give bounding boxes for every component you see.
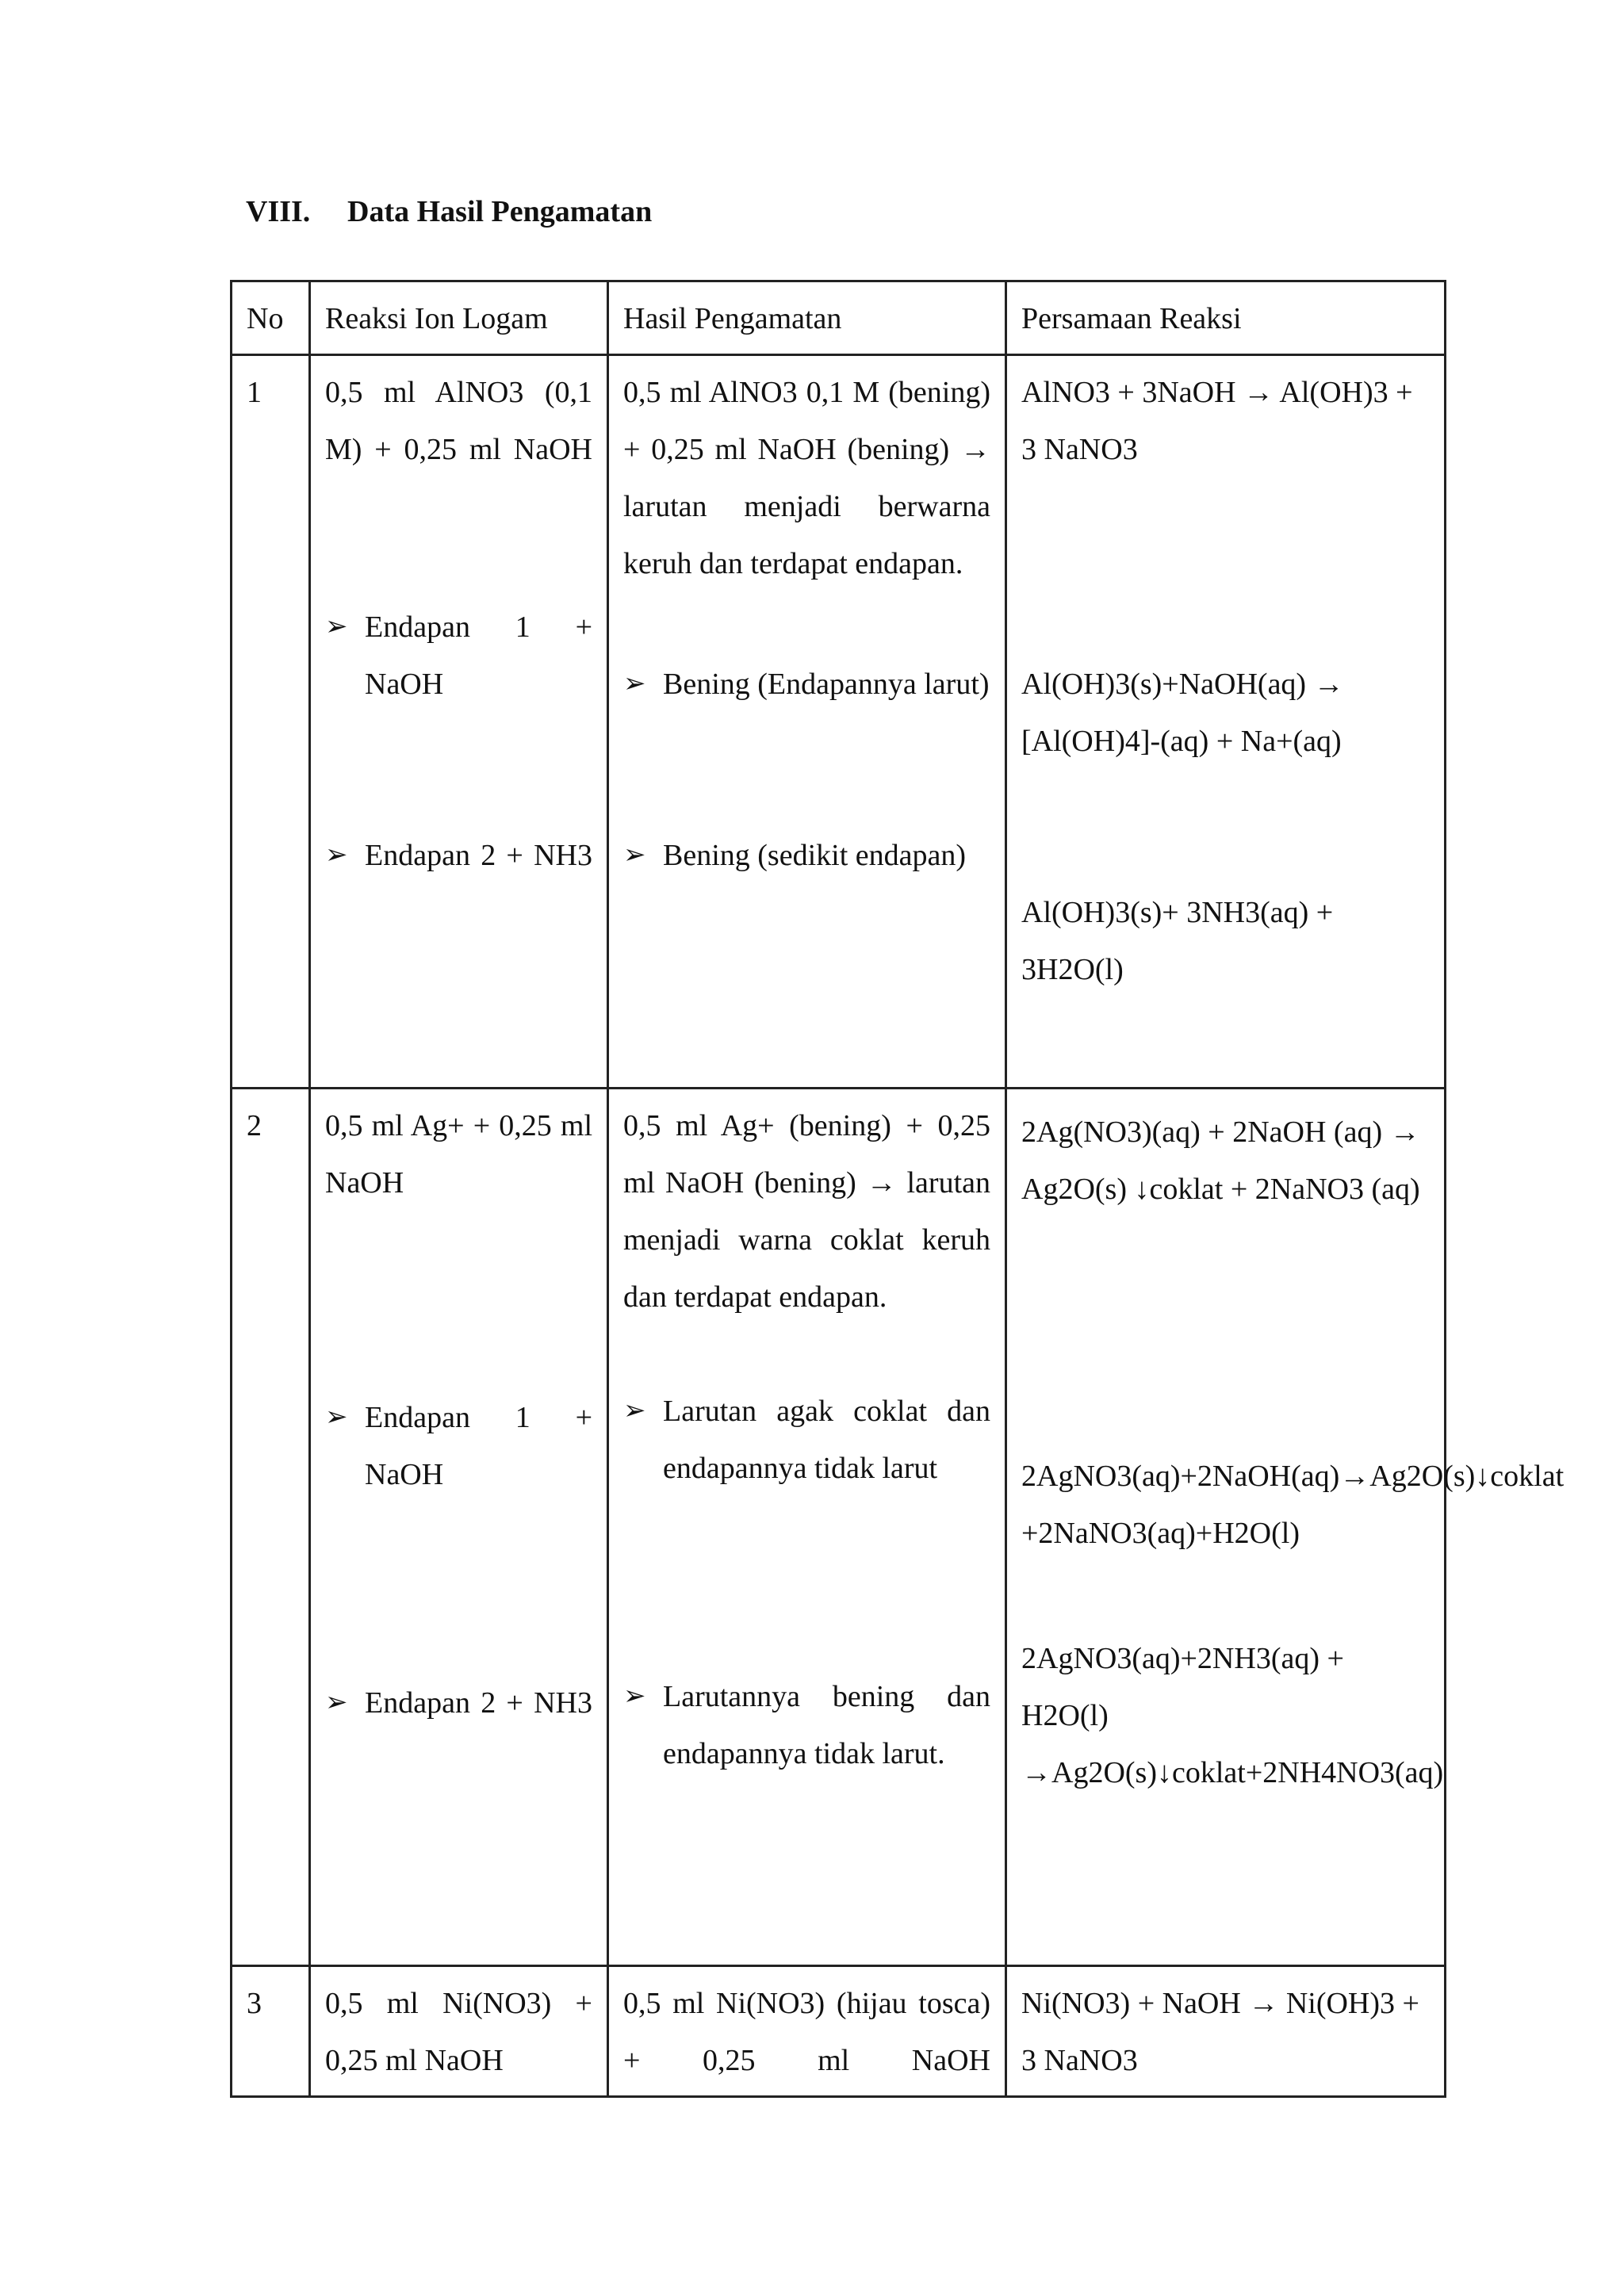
reaksi-text: 0,5 ml AlNO3 (0,1 M) + 0,25 ml NaOH [325,376,592,466]
list-item: ➢ Larutannya bening dan endapannya tidak larut. [623,1668,990,1782]
persamaan-cell [1006,355,1446,1089]
header-hasil: Hasil Pengamatan [608,281,1006,355]
list-item: ➢ Endapan 1 + NaOH [325,599,592,713]
list-item: ➢ Bening (Endapannya larut) [623,656,990,713]
arrowhead-bullet-icon: ➢ [325,840,348,870]
hasil-cell [608,355,1006,1089]
header-reaksi: Reaksi Ion Logam [310,281,608,355]
arrowhead-bullet-icon: ➢ [623,669,646,698]
hasil-text: 0,5 ml Ag+ (bening) + 0,25 ml NaOH (bening) → larutan menjadi warna coklat keruh dan terdapat endapan. [623,1109,990,1314]
reaksi-cell [310,1966,608,2097]
equation: AlNO3 + 3NaOH → Al(OH)3 + 3 NaNO3 [1021,376,1413,466]
arrowhead-bullet-icon: ➢ [623,1396,646,1425]
hasil-text: 0,5 ml AlNO3 0,1 M (bening) + 0,25 ml NaOH (bening) → larutan menjadi berwarna keruh dan terdapat endapan. [623,376,990,580]
header-no: No [232,281,310,355]
arrowhead-bullet-icon: ➢ [623,1682,646,1711]
row-number: 3 [232,1966,310,2097]
list-item: ➢ Endapan 2 + NH3 [325,1674,592,1732]
list-item: ➢ Endapan 2 + NH3 [325,827,592,884]
hasil-text: 0,5 ml Ni(NO3) (hijau tosca) + 0,25 ml NaOH [623,1987,990,2077]
arrowhead-bullet-icon: ➢ [325,612,348,641]
equation: Al(OH)3(s)+ 3NH3(aq) + 3H2O(l) [1021,896,1334,986]
equation: Al(OH)3(s)+NaOH(aq) → [Al(OH)4]-(aq) + Na+(aq) [1021,668,1344,758]
reaksi-cell [310,355,608,1089]
reaksi-text: 0,5 ml Ag+ + 0,25 ml NaOH [325,1109,592,1200]
persamaan-cell [1006,1966,1446,2097]
list-item: ➢ Bening (sedikit endapan) [623,827,990,884]
section-number: VIII. [246,195,311,228]
hasil-cell [608,1089,1006,1966]
equation: 2AgNO3(aq)+2NH3(aq) + H2O(l) →Ag2O(s)↓coklat+2NH4NO3(aq) [1021,1642,1444,1789]
hasil-cell [608,1966,1006,2097]
table-row [232,1089,1446,1966]
row-number: 1 [232,355,310,1089]
list-item: ➢ Endapan 1 + NaOH [325,1389,592,1503]
persamaan-cell [1006,1089,1565,1966]
equation: 2AgNO3(aq)+2NaOH(aq)→Ag2O(s)↓coklat +2NaNO3(aq)+H2O(l) [1021,1460,1565,1550]
list-item: ➢ Larutan agak coklat dan endapannya tidak larut [623,1383,990,1497]
arrowhead-bullet-icon: ➢ [325,1688,348,1717]
table-row [232,355,1446,1089]
section-heading [246,194,652,229]
reaksi-text: 0,5 ml Ni(NO3) + 0,25 ml NaOH [325,1987,592,2077]
table-row [232,1966,1446,2097]
row-number: 2 [232,1089,310,1966]
arrowhead-bullet-icon: ➢ [325,1402,348,1432]
header-persamaan: Persamaan Reaksi [1006,281,1446,355]
reaksi-cell [310,1089,608,1966]
observation-table [230,280,1565,2098]
arrowhead-bullet-icon: ➢ [623,840,646,870]
table-header-row [232,281,1446,355]
section-title: Data Hasil Pengamatan [347,195,653,228]
equation: Ni(NO3) + NaOH → Ni(OH)3 + 3 NaNO3 [1021,1987,1419,2077]
equation: 2Ag(NO3)(aq) + 2NaOH (aq) → Ag2O(s) ↓coklat + 2NaNO3 (aq) [1021,1115,1420,1206]
